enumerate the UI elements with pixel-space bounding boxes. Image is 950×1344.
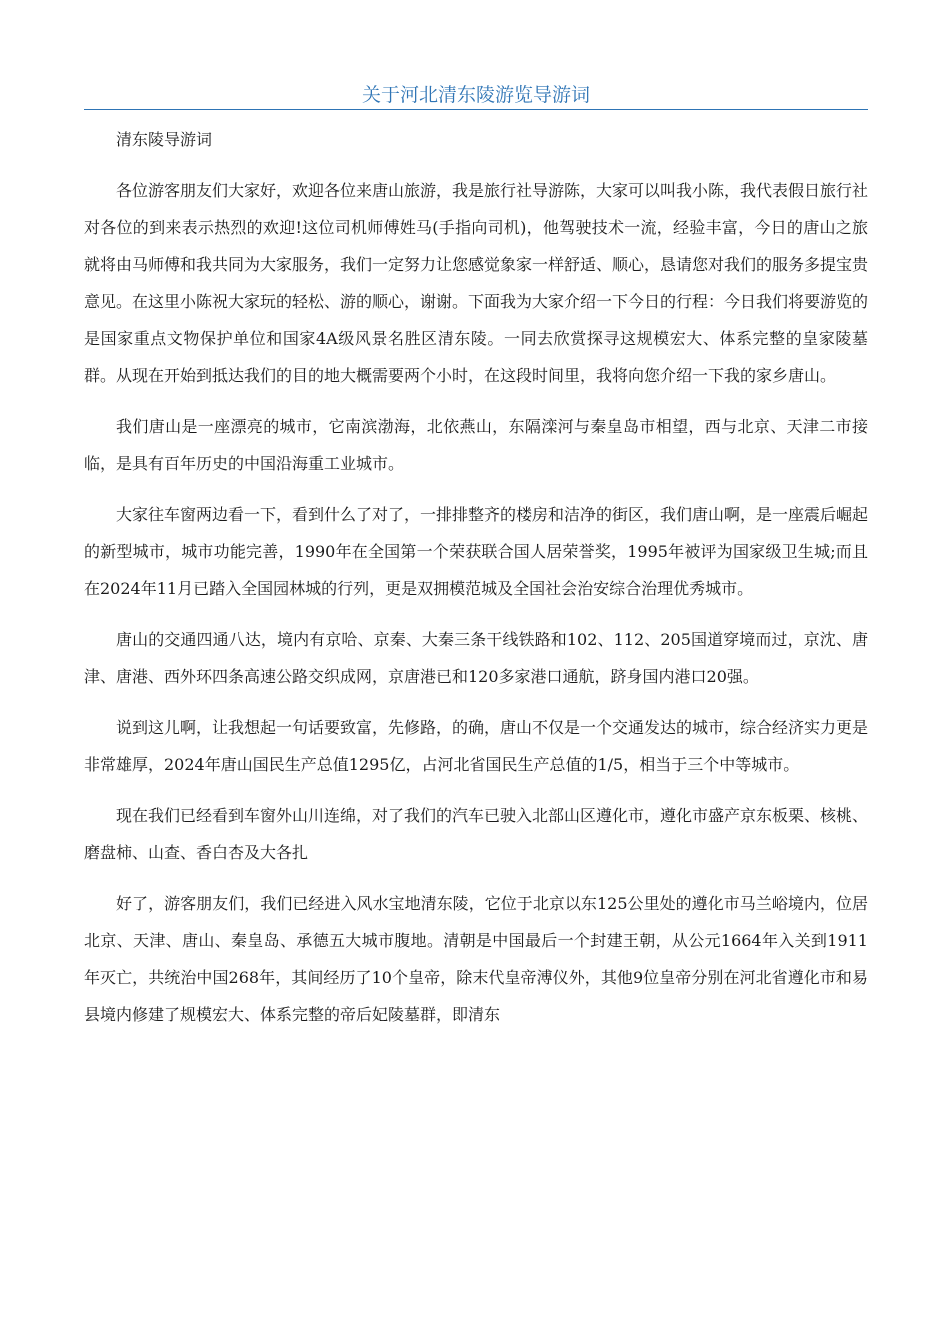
title-divider bbox=[84, 109, 868, 110]
paragraph-transportation: 唐山的交通四通八达，境内有京哈、京秦、大秦三条干线铁路和102、112、205国道穿境而过，京沈、唐津、唐港、西外环四条高速公路交织成网，京唐港已和120多家港口通航，跻身国内港口20强。 bbox=[84, 630, 868, 686]
paragraph-economy: 说到这儿啊，让我想起一句话要致富，先修路，的确，唐山不仅是一个交通发达的城市，综合经济实力更是非常雄厚，2024年唐山国民生产总值1295亿，占河北省国民生产总值的1/5，相当于三个中等城市。 bbox=[84, 718, 869, 774]
paragraph-eastern-qing-tombs: 好了，游客朋友们，我们已经进入风水宝地清东陵，它位于北京以东125公里处的遵化市马兰峪境内，位居北京、天津、唐山、秦皇岛、承德五大城市腹地。清朝是中国最后一个封建王朝，从公元1664年入关到1911年灭亡，共统治中国268年，其间经历了10个皇帝，除末代皇帝溥仪外，其他9位皇帝分别在河北省遵化市和易县境内修建了规模宏大、体系完整的帝后妃陵墓群，即清东 bbox=[84, 894, 868, 1024]
paragraph-zunhua: 现在我们已经看到车窗外山川连绵，对了我们的汽车已驶入北部山区遵化市，遵化市盛产京东板栗、核桃、磨盘柿、山查、香白杏及大各扎 bbox=[84, 806, 869, 862]
document-body bbox=[84, 124, 868, 1033]
document-title: 关于河北清东陵游览导游词 bbox=[361, 84, 590, 106]
paragraph-tangshan-intro: 我们唐山是一座漂亮的城市，它南滨渤海，北依燕山，东隔滦河与秦皇岛市相望，西与北京、天津二市接临，是具有百年历史的中国沿海重工业城市。 bbox=[84, 417, 868, 473]
section-heading: 清东陵导游词 bbox=[116, 130, 213, 149]
paragraph-welcome: 各位游客朋友们大家好，欢迎各位来唐山旅游，我是旅行社导游陈，大家可以叫我小陈，我代表假日旅行社对各位的到来表示热烈的欢迎!这位司机师傅姓马(手指向司机)，他驾驶技术一流，经验丰富，今日的唐山之旅就将由马师傅和我共同为大家服务，我们一定努力让您感觉象家一样舒适、顺心，恳请您对我们的服务多提宝贵意见。在这里小陈祝大家玩的轻松、游的顺心，谢谢。下面我为大家介绍一下今日的行程：今日我们将要游览的是国家重点文物保护单位和国家4A级风景名胜区清东陵。一同去欣赏探寻这规模宏大、体系完整的皇家陵墓群。从现在开始到抵达我们的目的地大概需要两个小时，在这段时间里，我将向您介绍一下我的家乡唐山。 bbox=[84, 181, 869, 385]
paragraph-city-honors: 大家往车窗两边看一下，看到什么了对了，一排排整齐的楼房和洁净的街区，我们唐山啊，是一座震后崛起的新型城市，城市功能完善，1990年在全国第一个荣获联合国人居荣誉奖，1995年被评为国家级卫生城;而且在2024年11月已踏入全国园林城的行列，更是双拥模范城及全国社会治安综合治理优秀城市。 bbox=[84, 505, 869, 598]
